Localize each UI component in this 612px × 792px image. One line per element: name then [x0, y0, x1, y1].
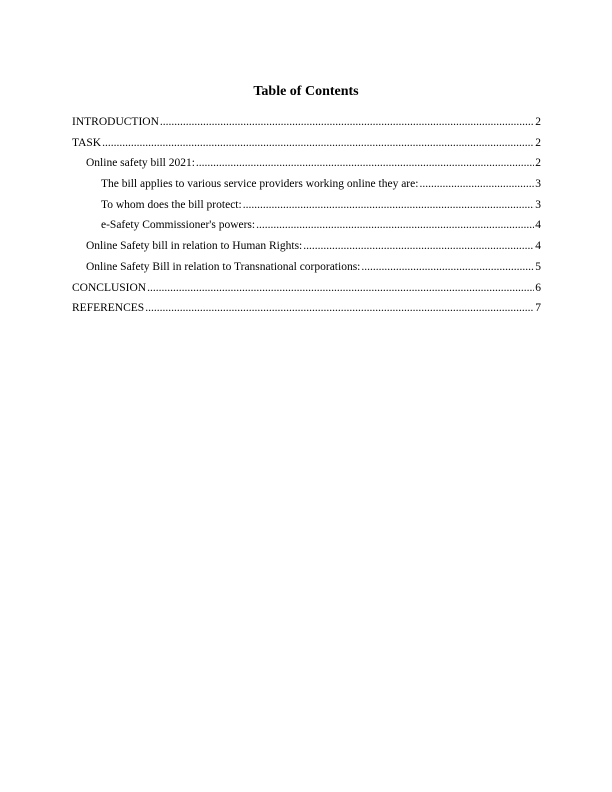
dot-leader	[361, 257, 534, 278]
dot-leader	[102, 133, 534, 154]
toc-page-number: 6	[535, 281, 541, 294]
dot-leader	[145, 298, 534, 319]
toc-entry-label: To whom does the bill protect:	[101, 198, 242, 211]
toc-entry-label: Online safety bill 2021:	[86, 157, 195, 170]
toc-entry-transnational-corporations[interactable]	[72, 257, 541, 278]
toc-heading: Table of Contents	[253, 84, 359, 99]
toc-entry-whom-bill-protects[interactable]	[72, 195, 541, 216]
toc-entry-label: Online Safety Bill in relation to Transnational corporations:	[86, 260, 361, 273]
toc-page-number: 3	[535, 178, 541, 191]
toc-entry-label: TASK	[72, 136, 102, 149]
toc-entry-online-safety-bill-2021[interactable]	[72, 153, 541, 174]
toc-entry-references[interactable]	[72, 298, 541, 319]
toc-page-number: 3	[535, 198, 541, 211]
toc-page-number: 2	[535, 116, 541, 128]
dot-leader	[256, 215, 534, 236]
dot-leader	[196, 153, 534, 174]
toc-page-number: 7	[535, 302, 541, 315]
toc-entry-label: CONCLUSION	[72, 281, 147, 294]
toc-entry-conclusion[interactable]	[72, 278, 541, 299]
toc-entry-label: e-Safety Commissioner's powers:	[101, 219, 256, 232]
toc-entry-esafety-commissioner-powers[interactable]	[72, 215, 541, 236]
toc-page-number: 2	[535, 136, 541, 149]
toc-entry-task[interactable]	[72, 133, 541, 154]
dot-leader	[147, 278, 534, 299]
dot-leader	[419, 174, 534, 195]
toc-entry-service-providers[interactable]	[72, 174, 541, 195]
dot-leader	[243, 195, 535, 216]
dot-leader	[303, 236, 534, 257]
toc-page-number: 4	[535, 219, 541, 232]
toc-entry-label: Online Safety bill in relation to Human Rights:	[86, 240, 303, 253]
toc-entry-label: The bill applies to various service providers working online they are:	[101, 178, 419, 191]
toc-entry-label: INTRODUCTION	[72, 116, 159, 128]
toc-entry-introduction[interactable]	[72, 112, 541, 133]
toc-entry-label: REFERENCES	[72, 302, 145, 315]
toc-page-number: 5	[535, 260, 541, 273]
toc-page-number: 2	[535, 157, 541, 170]
table-of-contents	[72, 112, 541, 319]
dot-leader	[160, 112, 534, 133]
toc-entry-human-rights[interactable]	[72, 236, 541, 257]
toc-page-number: 4	[535, 240, 541, 253]
